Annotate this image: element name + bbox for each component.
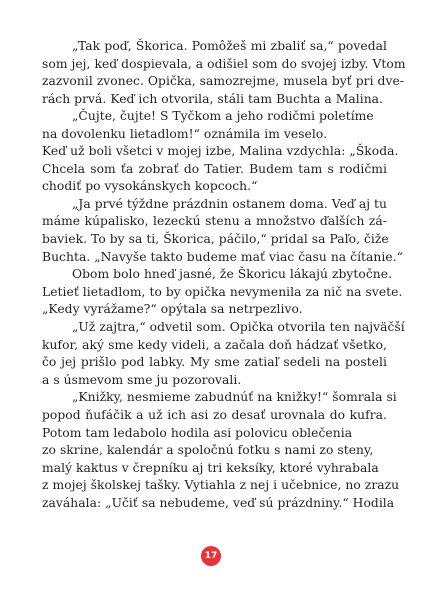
text-line: a s úsmevom sme ju pozorovali.: [42, 372, 242, 387]
text-line: som jej, keď dospievala, a odišiel som do svojej izby. Vtom: [42, 56, 406, 71]
text-line: zo skrine, kalendár a spoločnú fotku s nami zo steny,: [42, 443, 374, 458]
text-line: Keď už boli všetci v mojej izbe, Malina vzdychla: „Škoda.: [42, 144, 399, 158]
text-line: Letieť lietadlom, to by opička nevymenila za nič na svete.: [42, 284, 403, 299]
text-line: máme kúpalisko, lezeckú stenu a množstvo ďalších zá-: [42, 214, 387, 229]
text-line: kufor, aký sme kedy videli, a začala doň hádzať všetko,: [42, 337, 387, 352]
text-line: „Už zajtra,“ odvetil som. Opička otvorila ten najväčší: [72, 319, 405, 334]
text-line: baviek. To by sa ti, Škorica, páčilo,“ pridal sa Paľo, čiže: [42, 231, 389, 246]
paragraph-group-main: [42, 143, 405, 512]
text-line: chodiť po vysokánskych kopcoch.“: [42, 179, 258, 194]
text-line: Chcela som ťa zobrať do Tatier. Budem tam s rodičmi: [42, 161, 387, 176]
text-line: Potom tam ledabolo hodila asi polovicu oblečenia: [42, 425, 353, 440]
text-line: malý kaktus v črepníku aj tri keksíky, ktoré vyhrabala: [42, 460, 379, 475]
page-number-badge: [201, 546, 221, 566]
text-line: čo jej prišlo pod labky. My sme zatiaľ sedeli na posteli: [42, 355, 387, 370]
text-line: Buchta. „Navyše takto budeme mať viac času na čítanie.“: [42, 249, 404, 264]
text-line: rách prvá. Keď ich otvorila, stáli tam Buchta a Malina.: [42, 91, 384, 106]
paragraph-group-top: [42, 38, 406, 144]
text-line: zazvonil zvonec. Opička, samozrejme, musela byť pri dve-: [42, 74, 404, 89]
text-line: „Ja prvé týždne prázdnin ostanem doma. Veď aj tu: [72, 196, 387, 211]
text-line: z mojej školskej tašky. Vytiahla z nej i učebnice, no zrazu: [42, 478, 400, 493]
page-number: 17: [204, 551, 218, 561]
text-line: popod ňufáčik a už ich asi zo desať urovnala do kufra.: [42, 407, 387, 422]
text-line: zaváhala: „Učiť sa nebudeme, veď sú prázdniny.“ Hodila: [42, 495, 395, 510]
text-line: „Knižky, nesmieme zabudnúť na knižky!“ šomrala si: [72, 390, 397, 405]
text-line: „Tak poď, Škorica. Pomôžeš mi zbaliť sa,“ povedal: [72, 39, 387, 53]
text-line: na dovolenku lietadlom!“ oznámila im veselo.: [42, 126, 328, 141]
text-line: Obom bolo hneď jasné, že Škoricu lákajú zbytočne.: [72, 267, 393, 282]
text-line: „Kedy vyrážame?“ opýtala sa netrpezlivo.: [42, 302, 303, 317]
text-line: „Čujte, čujte! S Tyčkom a jeho rodičmi poletíme: [72, 109, 374, 124]
